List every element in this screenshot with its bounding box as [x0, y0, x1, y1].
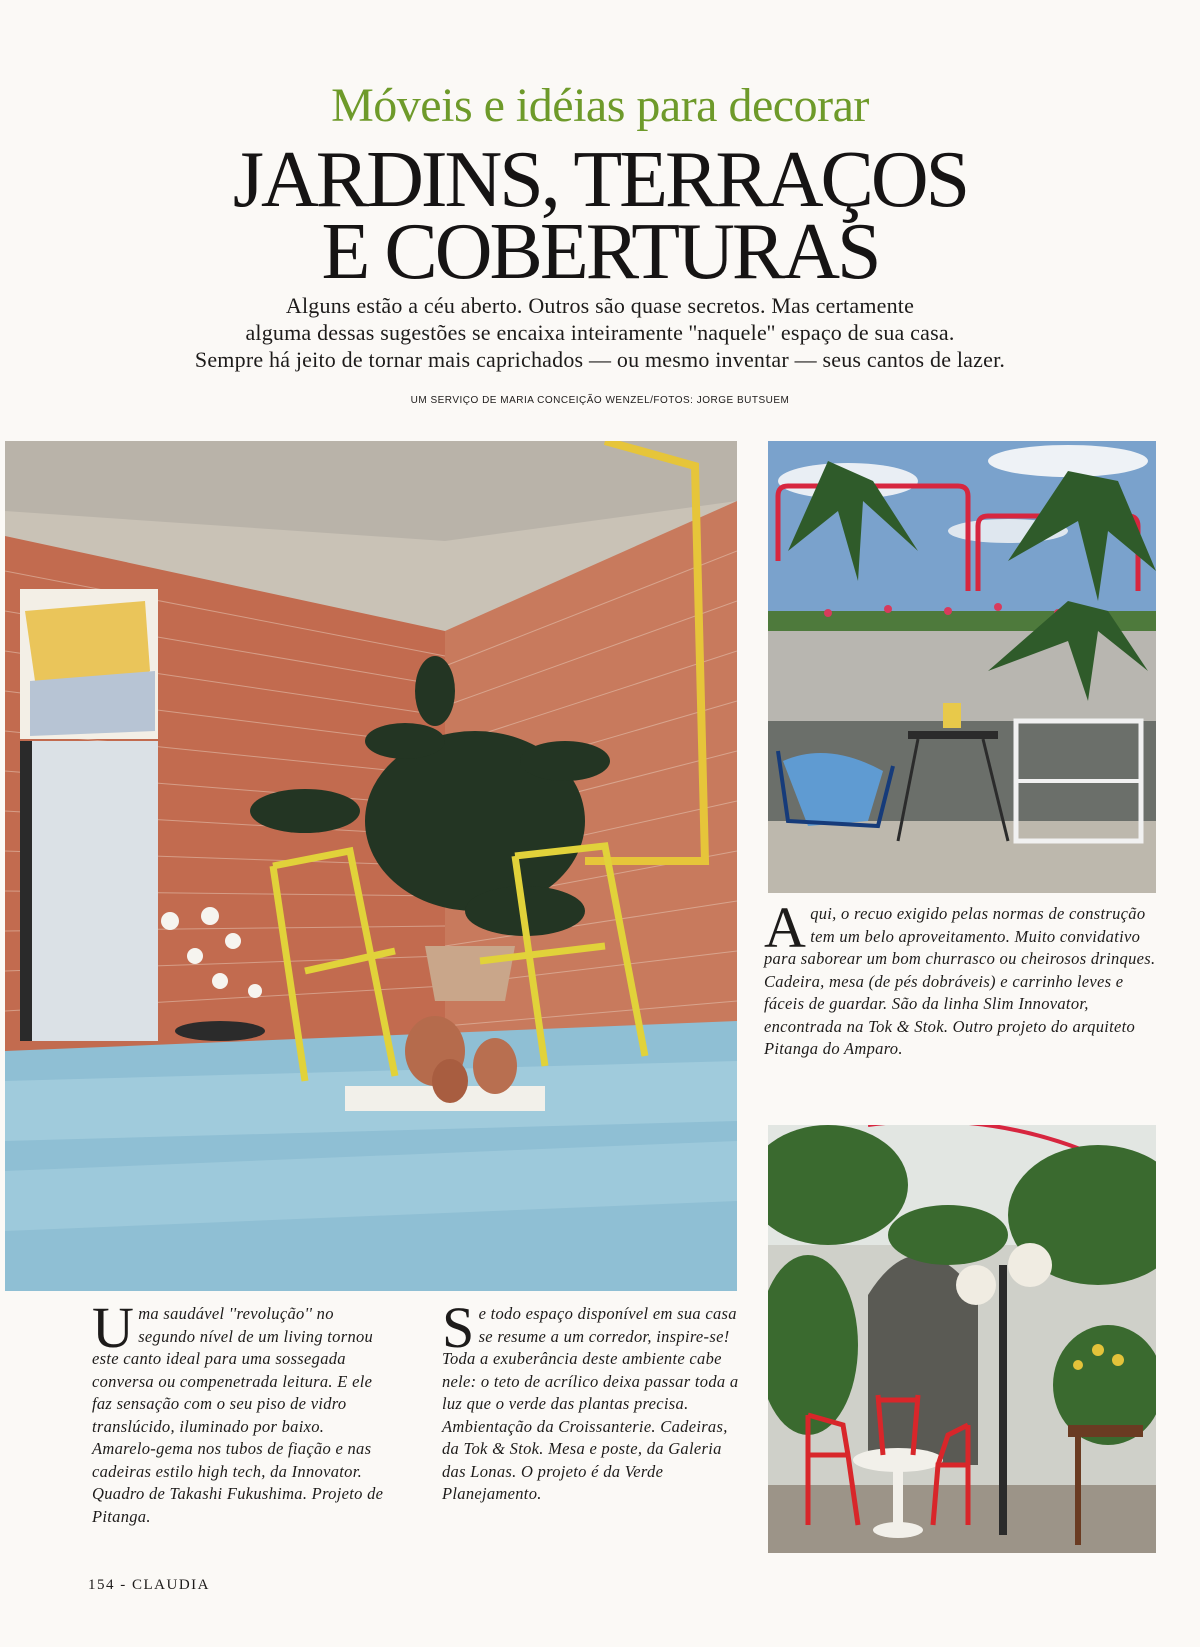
- photo-corridor-garden: [768, 1125, 1156, 1553]
- caption-living-corner: [92, 1295, 390, 1528]
- article-title-line-1: JARDINS, TERRAÇOS: [232, 136, 968, 224]
- drop-cap: A: [764, 895, 807, 960]
- photo-terrace: [768, 441, 1156, 893]
- drop-cap: U: [92, 1295, 135, 1360]
- caption-text: qui, o recuo exigido pelas normas de construção tem um belo aproveitamento. Muito convidativo para saborear um bom churrasco ou cheirosos drinques. Cadeira, mesa (de pés dobráveis) e carrinho leves e fáceis de guardar. São da linha Slim Innovator, encontrada na Tok & Stok. Outro projeto do arquiteto Pitanga do Amparo.: [764, 904, 1156, 1058]
- photo-credit: UM SERVIÇO DE MARIA CONCEIÇÃO WENZEL/FOTOS: JORGE BUTSUEM: [410, 395, 790, 406]
- deck-line: Alguns estão a céu aberto. Outros são quase secretos. Mas certamente: [285, 293, 915, 318]
- caption-terrace: [764, 895, 1160, 1061]
- deck-line: alguma dessas sugestões se encaixa inteiramente ''naquele'' espaço de sua casa.: [245, 320, 955, 345]
- drop-cap: S: [442, 1295, 475, 1360]
- caption-text: e todo espaço disponível em sua casa se resume a um corredor, inspire-se! Toda a exuberância deste ambiente cabe nele: o teto de acrílico deixa passar toda a luz que o verde das plantas precisa. Ambientação da Croissanterie. Cadeiras, da Tok & Stok. Mesa e poste, da Galeria das Lonas. O projeto é da Verde Planejamento.: [442, 1304, 739, 1503]
- article-kicker: Móveis e idéias para decorar: [331, 79, 869, 132]
- photo-living-corner: [5, 441, 737, 1291]
- article-deck: [0, 292, 1200, 373]
- article-title-line-2: E COBERTURAS: [321, 208, 879, 296]
- page-folio: 154 - CLAUDIA: [88, 1577, 210, 1593]
- deck-line: Sempre há jeito de tornar mais caprichados — ou mesmo inventar — seus cantos de lazer.: [194, 347, 1006, 372]
- caption-corridor-garden: [442, 1295, 740, 1506]
- caption-text: ma saudável ''revolução'' no segundo nível de um living tornou este canto ideal para uma sossegada conversa ou compenetrada leitura. E ele faz sensação com o seu piso de vidro translúcido, iluminado por baixo. Amarelo-gema nos tubos de fiação e nas cadeiras estilo high tech, da Innovator. Quadro de Takashi Fukushima. Projeto de Pitanga.: [92, 1304, 384, 1526]
